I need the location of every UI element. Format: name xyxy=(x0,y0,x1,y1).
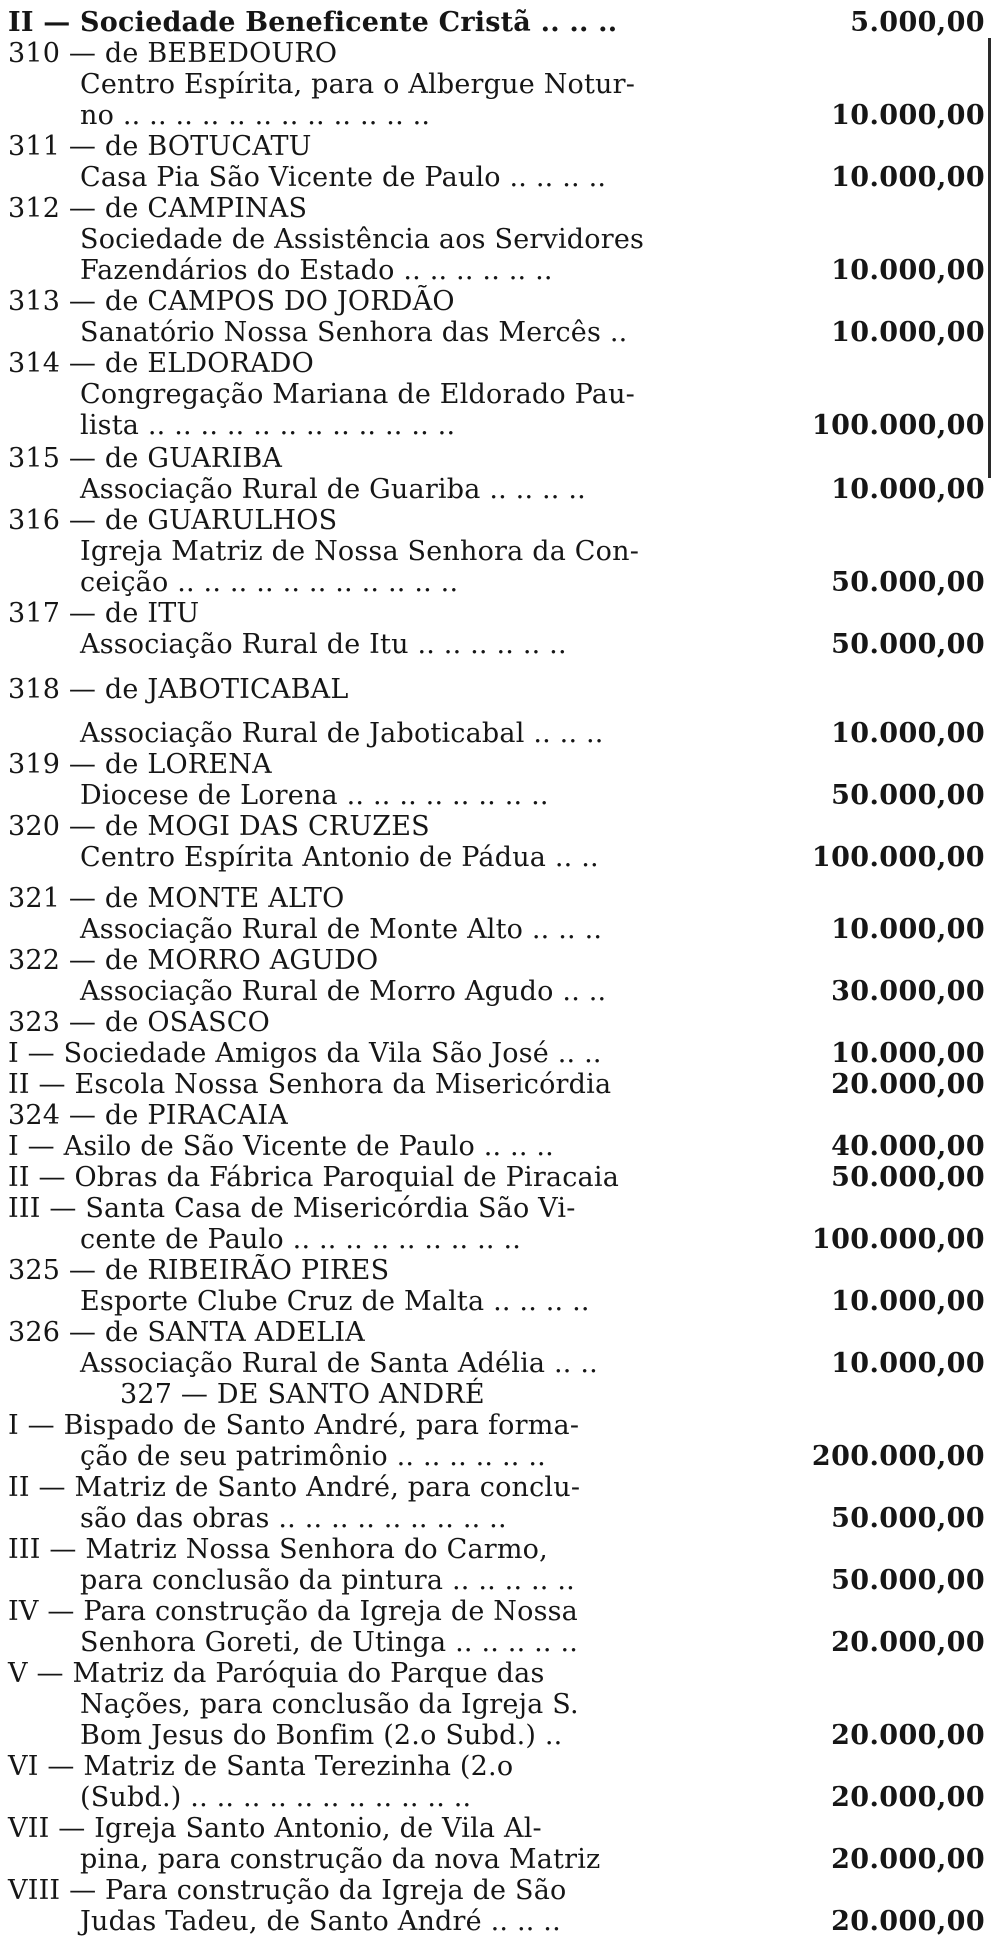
entry-text: Associação Rural de Jaboticabal .. .. .. xyxy=(80,718,604,749)
appropriation-row xyxy=(0,100,985,131)
appropriation-row xyxy=(0,1782,985,1813)
entry-amount: 50.000,00 xyxy=(831,1162,985,1193)
appropriation-row xyxy=(0,255,985,286)
entry-amount: 10.000,00 xyxy=(831,255,985,286)
entry-text: Associação Rural de Santa Adélia .. .. xyxy=(80,1348,598,1379)
entry-heading-line xyxy=(0,536,985,567)
entry-amount: 50.000,00 xyxy=(831,629,985,660)
entry-text: 325 — de RIBEIRÃO PIRES xyxy=(8,1255,390,1286)
entry-text: II — Matriz de Santo André, para conclu- xyxy=(8,1472,581,1503)
entry-text: 318 — de JABOTICABAL xyxy=(8,674,349,705)
entry-amount: 10.000,00 xyxy=(831,317,985,348)
appropriation-row xyxy=(0,474,985,505)
entry-text: II — Obras da Fábrica Paroquial de Piracaia xyxy=(8,1162,619,1193)
column-rule xyxy=(988,38,991,478)
appropriation-row xyxy=(0,1441,985,1472)
appropriation-row xyxy=(0,162,985,193)
entry-amount: 20.000,00 xyxy=(831,1782,985,1813)
entry-heading-line xyxy=(0,1689,985,1720)
entry-text: 314 — de ELDORADO xyxy=(8,348,314,379)
entry-amount: 20.000,00 xyxy=(831,1069,985,1100)
entry-text: Congregação Mariana de Eldorado Pau- xyxy=(80,379,635,410)
appropriation-row xyxy=(0,1503,985,1534)
entry-heading-line xyxy=(0,1193,985,1224)
entry-amount: 5.000,00 xyxy=(850,7,985,38)
entry-text: Esporte Clube Cruz de Malta .. .. .. .. xyxy=(80,1286,590,1317)
appropriation-row xyxy=(0,629,985,660)
entry-heading-line xyxy=(0,1751,985,1782)
entry-text: Nações, para conclusão da Igreja S. xyxy=(80,1689,579,1720)
entry-text: 320 — de MOGI DAS CRUZES xyxy=(8,811,430,842)
appropriation-row xyxy=(0,567,985,598)
entry-amount: 10.000,00 xyxy=(831,718,985,749)
appropriation-row xyxy=(0,1627,985,1658)
entry-text: Centro Espírita, para o Albergue Notur- xyxy=(80,69,636,100)
entry-text: (Subd.) .. .. .. .. .. .. .. .. .. .. .. xyxy=(80,1782,472,1813)
entry-amount: 50.000,00 xyxy=(831,1503,985,1534)
entry-text: Casa Pia São Vicente de Paulo .. .. .. .. xyxy=(80,162,607,193)
entry-text: lista .. .. .. .. .. .. .. .. .. .. .. .. xyxy=(80,410,456,441)
entry-text: 326 — de SANTA ADELIA xyxy=(8,1317,365,1348)
entry-text: 321 — de MONTE ALTO xyxy=(8,883,345,914)
entry-heading-line xyxy=(0,443,985,474)
appropriation-row xyxy=(0,1348,985,1379)
entry-heading-line xyxy=(0,811,985,842)
appropriation-row xyxy=(0,1906,985,1937)
appropriation-row xyxy=(0,1038,985,1069)
entry-amount: 40.000,00 xyxy=(831,1131,985,1162)
entry-text: I — Sociedade Amigos da Vila São José .. .. xyxy=(8,1038,602,1069)
entry-text: pina, para construção da nova Matriz xyxy=(80,1844,601,1875)
appropriation-row xyxy=(0,914,985,945)
entry-text: cente de Paulo .. .. .. .. .. .. .. .. .. xyxy=(80,1224,522,1255)
entry-text: 327 — DE SANTO ANDRÉ xyxy=(120,1379,485,1410)
entry-heading-line xyxy=(0,1007,985,1038)
appropriation-row xyxy=(0,410,985,441)
appropriation-row xyxy=(0,842,985,873)
entry-text: I — Asilo de São Vicente de Paulo .. .. .. xyxy=(8,1131,554,1162)
appropriation-row xyxy=(0,317,985,348)
entry-text: Associação Rural de Guariba .. .. .. .. xyxy=(80,474,586,505)
appropriation-row xyxy=(0,780,985,811)
entry-amount: 30.000,00 xyxy=(831,976,985,1007)
entry-amount: 10.000,00 xyxy=(831,1348,985,1379)
entry-text: Associação Rural de Itu .. .. .. .. .. .. xyxy=(80,629,567,660)
entry-text: 323 — de OSASCO xyxy=(8,1007,270,1038)
entry-text: ceição .. .. .. .. .. .. .. .. .. .. .. xyxy=(80,567,459,598)
entry-text: 319 — de LORENA xyxy=(8,749,272,780)
entry-text: VII — Igreja Santo Antonio, de Vila Al- xyxy=(8,1813,542,1844)
entry-heading-line xyxy=(0,69,985,100)
entry-text: 311 — de BOTUCATU xyxy=(8,131,312,162)
entry-amount: 50.000,00 xyxy=(831,780,985,811)
entry-text: Centro Espírita Antonio de Pádua .. .. xyxy=(80,842,599,873)
entry-amount: 100.000,00 xyxy=(811,410,985,441)
entry-amount: 20.000,00 xyxy=(831,1627,985,1658)
entry-heading-line xyxy=(0,1379,985,1410)
entry-text: no .. .. .. .. .. .. .. .. .. .. .. .. xyxy=(80,100,431,131)
entry-text: Sociedade de Assistência aos Servidores xyxy=(80,224,645,255)
entry-amount: 20.000,00 xyxy=(831,1906,985,1937)
entry-text: Diocese de Lorena .. .. .. .. .. .. .. .. xyxy=(80,780,549,811)
entry-amount: 200.000,00 xyxy=(811,1441,985,1472)
entry-amount: 10.000,00 xyxy=(831,1038,985,1069)
appropriation-row xyxy=(0,1069,985,1100)
entry-heading-line xyxy=(0,945,985,976)
entry-text: 313 — de CAMPOS DO JORDÃO xyxy=(8,286,455,317)
entry-text: II — Sociedade Beneficente Cristã .. .. .. xyxy=(8,7,618,38)
entry-amount: 20.000,00 xyxy=(831,1844,985,1875)
entry-heading-line xyxy=(0,1658,985,1689)
appropriation-row xyxy=(0,718,985,749)
entry-text: VI — Matriz de Santa Terezinha (2.o xyxy=(8,1751,514,1782)
entry-heading-line xyxy=(0,1596,985,1627)
entry-text: 312 — de CAMPINAS xyxy=(8,193,308,224)
entry-text: ção de seu patrimônio .. .. .. .. .. .. xyxy=(80,1441,546,1472)
entry-text: Igreja Matriz de Nossa Senhora da Con- xyxy=(80,536,640,567)
entry-amount: 20.000,00 xyxy=(831,1720,985,1751)
entry-amount: 10.000,00 xyxy=(831,1286,985,1317)
entry-text: Senhora Goreti, de Utinga .. .. .. .. .. xyxy=(80,1627,579,1658)
entry-text: Fazendários do Estado .. .. .. .. .. .. xyxy=(80,255,553,286)
entry-heading-line xyxy=(0,1100,985,1131)
entry-text: Associação Rural de Monte Alto .. .. .. xyxy=(80,914,603,945)
appropriation-row xyxy=(0,7,985,38)
entry-text: V — Matriz da Paróquia do Parque das xyxy=(8,1658,545,1689)
entry-text: 310 — de BEBEDOURO xyxy=(8,38,338,69)
appropriation-row xyxy=(0,1565,985,1596)
document-page xyxy=(0,2,985,1940)
appropriation-row xyxy=(0,1162,985,1193)
entry-amount: 10.000,00 xyxy=(831,100,985,131)
entry-text: II — Escola Nossa Senhora da Misericórdia xyxy=(8,1069,612,1100)
entry-heading-line xyxy=(0,1813,985,1844)
appropriation-row xyxy=(0,1286,985,1317)
entry-amount: 100.000,00 xyxy=(811,842,985,873)
entry-amount: 100.000,00 xyxy=(811,1224,985,1255)
entry-text: para conclusão da pintura .. .. .. .. .. xyxy=(80,1565,575,1596)
entry-text: I — Bispado de Santo André, para forma- xyxy=(8,1410,580,1441)
entry-heading-line xyxy=(0,674,985,705)
entry-text: Bom Jesus do Bonfim (2.o Subd.) .. xyxy=(80,1720,563,1751)
appropriation-row xyxy=(0,1844,985,1875)
entry-text: 317 — de ITU xyxy=(8,598,200,629)
entry-text: 322 — de MORRO AGUDO xyxy=(8,945,379,976)
entry-text: Judas Tadeu, de Santo André .. .. .. xyxy=(80,1906,561,1937)
entry-text: Sanatório Nossa Senhora das Mercês .. xyxy=(80,317,628,348)
entry-amount: 50.000,00 xyxy=(831,1565,985,1596)
entry-heading-line xyxy=(0,1534,985,1565)
entry-heading-line xyxy=(0,286,985,317)
entry-text: Associação Rural de Morro Agudo .. .. xyxy=(80,976,607,1007)
entry-heading-line xyxy=(0,1410,985,1441)
entry-text: 315 — de GUARIBA xyxy=(8,443,283,474)
entry-text: são das obras .. .. .. .. .. .. .. .. .. xyxy=(80,1503,507,1534)
entry-heading-line xyxy=(0,749,985,780)
entry-heading-line xyxy=(0,1255,985,1286)
appropriation-row xyxy=(0,976,985,1007)
entry-text: III — Santa Casa de Misericórdia São Vi- xyxy=(8,1193,576,1224)
entry-amount: 10.000,00 xyxy=(831,162,985,193)
appropriation-row xyxy=(0,1224,985,1255)
entry-text: III — Matriz Nossa Senhora do Carmo, xyxy=(8,1534,548,1565)
entry-heading-line xyxy=(0,1317,985,1348)
appropriation-row xyxy=(0,1720,985,1751)
entry-text: VIII — Para construção da Igreja de São xyxy=(8,1875,567,1906)
entry-heading-line xyxy=(0,883,985,914)
entry-text: IV — Para construção da Igreja de Nossa xyxy=(8,1596,578,1627)
entry-amount: 10.000,00 xyxy=(831,914,985,945)
entry-heading-line xyxy=(0,598,985,629)
entry-heading-line xyxy=(0,224,985,255)
entry-amount: 50.000,00 xyxy=(831,567,985,598)
entry-heading-line xyxy=(0,505,985,536)
entry-amount: 10.000,00 xyxy=(831,474,985,505)
entry-heading-line xyxy=(0,193,985,224)
entry-text: 316 — de GUARULHOS xyxy=(8,505,338,536)
entry-heading-line xyxy=(0,38,985,69)
entry-heading-line xyxy=(0,348,985,379)
entry-text: 324 — de PIRACAIA xyxy=(8,1100,288,1131)
appropriation-row xyxy=(0,1131,985,1162)
entry-heading-line xyxy=(0,1875,985,1906)
entry-heading-line xyxy=(0,379,985,410)
entry-heading-line xyxy=(0,1472,985,1503)
entry-heading-line xyxy=(0,131,985,162)
